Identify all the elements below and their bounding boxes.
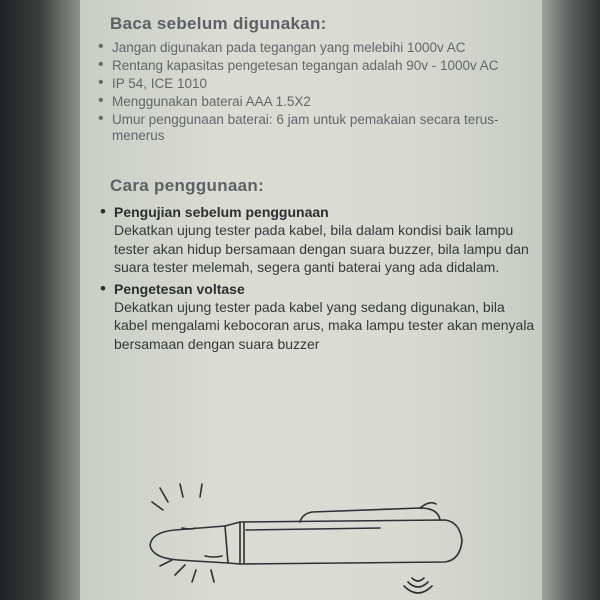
sound-waves-icon bbox=[408, 582, 428, 587]
ray-line bbox=[152, 502, 163, 510]
read-before-use-heading: Baca sebelum digunakan: bbox=[110, 14, 327, 33]
list-item: • Jangan digunakan pada tegangan yang melebihi 1000v AC bbox=[98, 40, 538, 56]
step-body: Dekatkan ujung tester pada kabel, bila dalam kondisi baik lampu tester akan hidup bersamaan dengan suara buzzer, bila lampu dan suara tester melemah, segera ganti baterai yang ada didalam. bbox=[114, 222, 529, 275]
step-title: • Pengetesan voltase bbox=[114, 280, 245, 297]
list-item: • IP 54, ICE 1010 bbox=[98, 76, 538, 92]
ray-line bbox=[200, 484, 202, 497]
ray-line bbox=[160, 488, 168, 502]
sound-waves-icon bbox=[412, 578, 424, 581]
list-item: • Menggunakan baterai AAA 1.5X2 bbox=[98, 94, 538, 110]
ray-line bbox=[175, 565, 185, 575]
tester-clip bbox=[420, 503, 436, 508]
tip-detail bbox=[182, 528, 195, 529]
tester-body bbox=[225, 520, 462, 564]
ray-line bbox=[160, 560, 172, 566]
tip-detail bbox=[205, 556, 222, 557]
how-to-use-heading: Cara penggunaan: bbox=[110, 176, 265, 195]
step-body: Dekatkan ujung tester pada kabel yang sedang digunakan, bila kabel mengalami kebocoran arus, maka lampu tester akan menyala bersamaan dengan suara buzzer bbox=[114, 298, 535, 352]
list-item: • Rentang kapasitas pengetesan tegangan adalah 90v - 1000v AC bbox=[98, 58, 538, 74]
ray-line bbox=[211, 570, 214, 582]
step-title: • Pengujian sebelum penggunaan bbox=[114, 204, 329, 220]
ray-line bbox=[180, 484, 183, 497]
ray-line bbox=[192, 570, 196, 582]
list-item: • Umur penggunaan baterai: 6 jam untuk pemakaian secara terus-menerus bbox=[98, 112, 538, 144]
body-highlight bbox=[246, 528, 380, 530]
